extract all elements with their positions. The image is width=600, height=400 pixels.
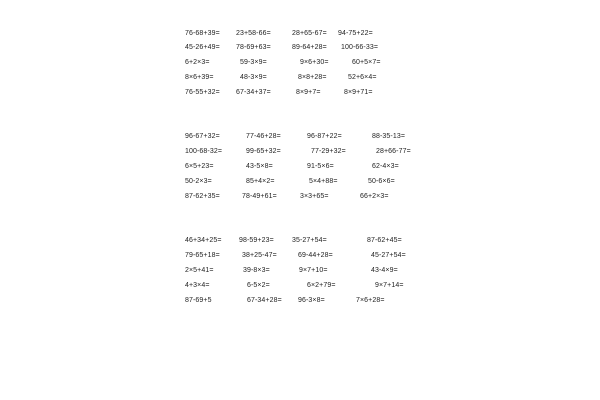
math-problem: 35-27+54= — [292, 237, 327, 244]
math-problem: 77-46+28= — [246, 133, 281, 140]
math-problem: 8×6+39= — [185, 74, 214, 81]
math-problem: 6×2+79= — [307, 282, 336, 289]
math-problem: 96-87+22= — [307, 133, 342, 140]
math-problem: 50-2×3= — [185, 178, 212, 185]
math-problem: 8×9+7= — [296, 89, 321, 96]
math-problem: 39-8×3= — [243, 267, 270, 274]
math-problem: 94-75+22= — [338, 30, 373, 37]
math-problem: 5×4+88= — [309, 178, 338, 185]
math-problem: 85+4×2= — [246, 178, 275, 185]
math-problem: 66+2×3= — [360, 193, 389, 200]
math-problem: 76-55+32= — [185, 89, 220, 96]
math-problem: 96-3×8= — [298, 297, 325, 304]
math-problem: 45-27+54= — [371, 252, 406, 259]
math-problem: 79-65+18= — [185, 252, 220, 259]
math-problem: 78-69+63= — [236, 44, 271, 51]
math-problem: 77-29+32= — [311, 148, 346, 155]
math-problem: 23+58-66= — [236, 30, 271, 37]
math-problem: 7×6+28= — [356, 297, 385, 304]
math-problem: 78-49+61= — [242, 193, 277, 200]
math-problem: 8×9+71= — [344, 89, 373, 96]
math-problem: 88-35-13= — [372, 133, 406, 140]
math-problem: 96-67+32= — [185, 133, 220, 140]
math-problem: 100-68-32= — [185, 148, 223, 155]
math-problem: 99-65+32= — [246, 148, 281, 155]
math-problem: 76-68+39= — [185, 30, 220, 37]
math-problem: 100-66-33= — [341, 44, 379, 51]
math-problem: 50-6×6= — [368, 178, 395, 185]
math-problem: 67-34+28= — [247, 297, 282, 304]
math-problem: 89-64+28= — [292, 44, 327, 51]
math-problem: 28+66-77= — [376, 148, 411, 155]
math-problem: 67-34+37= — [236, 89, 271, 96]
math-problem: 87-62+45= — [367, 237, 402, 244]
math-problem: 9×7+10= — [299, 267, 328, 274]
math-problem: 59-3×9= — [240, 59, 267, 66]
math-problem: 87-62+35= — [185, 193, 220, 200]
math-problem: 87-69+5 — [185, 297, 212, 304]
math-problem: 3×3+65= — [300, 193, 329, 200]
math-problem: 91-5×6= — [307, 163, 334, 170]
math-problem: 45-26+49= — [185, 44, 220, 51]
math-problem: 28+65-67= — [292, 30, 327, 37]
math-problem: 9×6+30= — [300, 59, 329, 66]
math-problem: 6-5×2= — [247, 282, 270, 289]
math-problem: 52+6×4= — [348, 74, 377, 81]
math-problem: 46+34+25= — [185, 237, 222, 244]
math-problem: 98-59+23= — [239, 237, 274, 244]
math-problem: 60+5×7= — [352, 59, 381, 66]
math-problem: 43-4×9= — [371, 267, 398, 274]
math-problem: 4+3×4= — [185, 282, 210, 289]
math-problem: 48-3×9= — [240, 74, 267, 81]
math-problem: 62-4×3= — [372, 163, 399, 170]
math-problem: 38+25-47= — [242, 252, 277, 259]
math-problem: 9×7+14= — [375, 282, 404, 289]
math-problem: 6+2×3= — [185, 59, 210, 66]
math-problem: 6×5+23= — [185, 163, 214, 170]
math-problem: 2×5+41= — [185, 267, 214, 274]
math-problem: 8×8+28= — [298, 74, 327, 81]
math-problem: 43-5×8= — [246, 163, 273, 170]
math-problem: 69-44+28= — [298, 252, 333, 259]
